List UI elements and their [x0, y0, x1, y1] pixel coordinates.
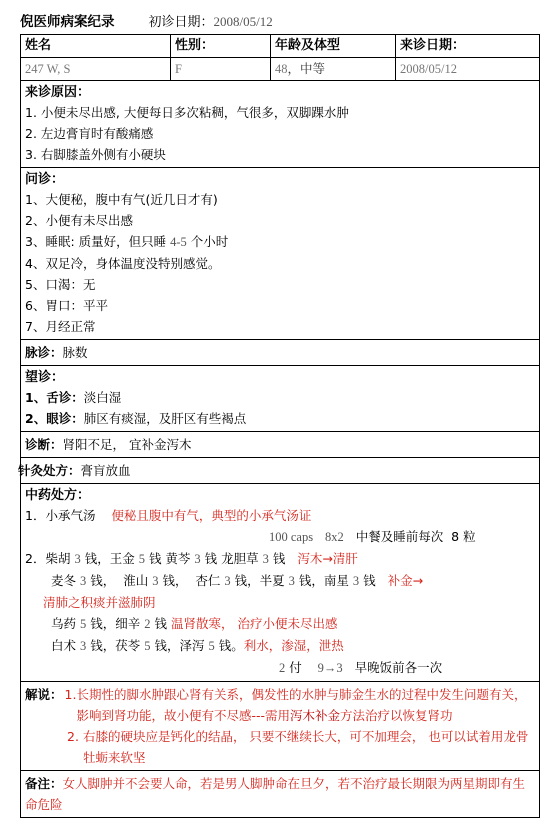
inquiry-num: 1、 [25, 192, 46, 207]
case-record-page [20, 10, 540, 818]
diagnosis-text: 肾阳不足， 宜补金泻木 [62, 437, 192, 452]
rx1-unit: 粒 [463, 529, 476, 544]
reason-text: 左边膏肓时有酸痛感 [40, 126, 154, 141]
tongue-text: 淡白湿 [83, 390, 122, 405]
diagnosis-section [21, 432, 539, 458]
herb: 乌药 5 钱， [51, 616, 116, 631]
herb: 半夏 3 钱， [259, 573, 324, 588]
rx2-note-4: 温肾散寒， 治疗小便未尽出感 [170, 616, 338, 631]
patient-name: 247 W, S [21, 58, 171, 80]
rx2-ratio: 9→3 [317, 661, 343, 675]
tongue-num: 1、 [25, 390, 47, 405]
explanation-p2 [25, 726, 535, 768]
explanation-p2-num: 2. [67, 729, 79, 744]
reason-item [25, 144, 535, 165]
herb: 泽泻 5 钱。 [179, 638, 244, 653]
age-number: 48 [275, 62, 288, 76]
record-title: 倪医师病案纪录 [20, 14, 115, 30]
rx2-packs: 2 [279, 661, 286, 675]
rx2-dosage [25, 657, 535, 679]
inquiry-label: 问诊： [25, 172, 65, 187]
herb: 柴胡 3 钱， [45, 551, 110, 566]
rx1-name: 小承气汤 [45, 508, 96, 523]
inquiry-item [25, 295, 535, 316]
reason-item [25, 123, 535, 144]
visit-date-header: 来诊日期： [400, 38, 466, 53]
inspection-section [21, 366, 539, 432]
inquiry-num: 4、 [25, 256, 46, 271]
herb: 南星 3 钱 [323, 573, 380, 588]
inquiry-text: 睡眠: 质量好，但只睡 [45, 234, 171, 249]
explanation-section [21, 682, 539, 771]
inquiry-text: 双足冷，身体温度没特别感觉。 [45, 256, 221, 271]
remarks-text: 女人脚肿并不会要人命，若是男人脚肿命在旦夕，若不治疗最长期限为两星期即有生命危险 [25, 776, 526, 812]
rx2-note-5: 利水，渗湿，泄热 [243, 638, 344, 653]
tongue-line [25, 387, 535, 408]
reason-section [21, 81, 539, 168]
reason-num: 2. [25, 126, 37, 141]
explanation-p2-text: 右膝的硬块应是钙化的结晶， 只要不继续长大，可不加理会， 也可以试着用龙骨牡蛎来软坚 [82, 729, 529, 765]
reason-text: 小便未尽出感, 大便每日多次粘稠，气很多，双脚踝水肿 [40, 105, 349, 120]
inspection-label: 望诊： [25, 370, 65, 385]
inquiry-item [25, 210, 535, 231]
eye-text: 肺区有痰湿，及肝区有些褐点 [83, 411, 247, 426]
rx2-note-1: 泻木→清肝 [297, 551, 358, 566]
herb: 细辛 2 钱 [115, 616, 171, 631]
inquiry-text: 胃口：平平 [45, 298, 108, 313]
reason-num: 1. [25, 105, 37, 120]
inquiry-item [25, 231, 535, 253]
explanation-p1-num: 1. [64, 687, 77, 702]
pulse-text: 脉数 [62, 345, 88, 360]
rx2-line4 [25, 613, 535, 635]
herb: 茯苓 5 钱， [115, 638, 180, 653]
first-visit-date: 2008/05/12 [213, 14, 273, 29]
inquiry-num: 2、 [25, 213, 46, 228]
inquiry-num: 5、 [25, 277, 46, 292]
inquiry-num: 6、 [25, 298, 46, 313]
acupuncture-section [18, 458, 539, 484]
rx1-per: 8 [451, 529, 460, 544]
herb: 杏仁 3 钱， [195, 573, 260, 588]
body-type: ，中等 [287, 61, 326, 76]
herbal-label: 中药处方： [25, 488, 91, 503]
herb: 淮山 3 钱， [123, 573, 188, 588]
herb: 麦冬 3 钱， [51, 573, 116, 588]
acupuncture-text: 膏肓放血 [80, 463, 131, 478]
rx1-line [25, 505, 535, 526]
rx2-note-3: 清肺之积痰并滋肺阴 [43, 595, 156, 610]
inquiry-num: 7、 [25, 319, 46, 334]
info-values-row [21, 58, 539, 81]
diagnosis-label: 诊断： [25, 437, 63, 452]
info-header-row [21, 35, 539, 58]
sex-header: 性别： [171, 35, 271, 57]
eye-num: 2、 [25, 411, 47, 426]
rx1-dosage [25, 526, 535, 548]
rx2-note-2: 补金→ [387, 573, 424, 588]
pulse-label: 脉诊： [25, 345, 63, 360]
rx1-dose: 8x2 [325, 530, 344, 544]
record-table [20, 34, 540, 818]
herb: 白术 3 钱， [51, 638, 116, 653]
reason-label: 来诊原因： [25, 85, 91, 100]
inquiry-item [25, 274, 535, 295]
tongue-label: 舌诊： [46, 390, 84, 405]
patient-age [271, 58, 396, 80]
rx2-line5 [25, 635, 535, 657]
reason-num: 3. [25, 147, 37, 162]
remarks-label: 备注： [25, 776, 63, 791]
rx2-num: 2． [25, 551, 46, 566]
reason-text: 右脚膝盖外侧有小硬块 [40, 147, 166, 162]
rx1-num: 1． [25, 508, 46, 523]
rx2-line1 [25, 548, 535, 570]
inquiry-text: 大便秘，腹中有气(近几日才有) [45, 192, 218, 207]
visit-date: 2008/05/12 [400, 62, 457, 76]
rx1-timing: 中餐及睡前每次 [355, 529, 444, 544]
age-header: 年龄及体型 [271, 35, 396, 57]
eye-line [25, 408, 535, 429]
rx2-packs-unit: 付 [289, 660, 302, 675]
remarks-section [21, 771, 539, 817]
herb: 龙胆草 3 钱 [221, 551, 290, 566]
explanation-label: 解说： [25, 687, 63, 702]
explanation-p1 [25, 684, 535, 726]
inquiry-text: 口渴：无 [45, 277, 96, 292]
name-header: 姓名 [21, 35, 171, 57]
inquiry-section [21, 168, 539, 340]
inquiry-item [25, 253, 535, 274]
rx1-qty: 100 caps [269, 530, 314, 544]
header-row [20, 10, 540, 34]
rx2-line2 [25, 570, 535, 592]
sleep-hours: 4-5 [170, 235, 187, 249]
herbal-section [21, 484, 539, 682]
herb: 王金 5 钱 [109, 551, 166, 566]
inquiry-item [25, 189, 535, 210]
first-visit [148, 15, 272, 30]
first-visit-label: 初诊日期： [148, 15, 214, 30]
pulse-section [21, 340, 539, 366]
inquiry-text: 月经正常 [45, 319, 96, 334]
reason-item [25, 102, 535, 123]
patient-sex: F [171, 58, 271, 80]
inquiry-item [25, 316, 535, 337]
inquiry-text: 小便有未尽出感 [45, 213, 133, 228]
rx1-note: 便秘且腹中有气，典型的小承气汤证 [111, 508, 312, 523]
herb: 黄芩 3 钱 [165, 551, 222, 566]
inquiry-num: 3、 [25, 234, 46, 249]
inquiry-text: 个小时 [186, 234, 229, 249]
explanation-p1-text: 长期性的脚水肿跟心肾有关系，偶发性的水肿与肺金生水的过程中发生问题有关，影响到肾功能，故小便有不尽感---需用泻木补金方法治疗以恢复肾功 [76, 687, 527, 723]
eye-label: 眼诊： [46, 411, 84, 426]
rx2-timing: 早晚饭前各一次 [354, 660, 443, 675]
acupuncture-label: 针灸处方： [18, 463, 81, 478]
